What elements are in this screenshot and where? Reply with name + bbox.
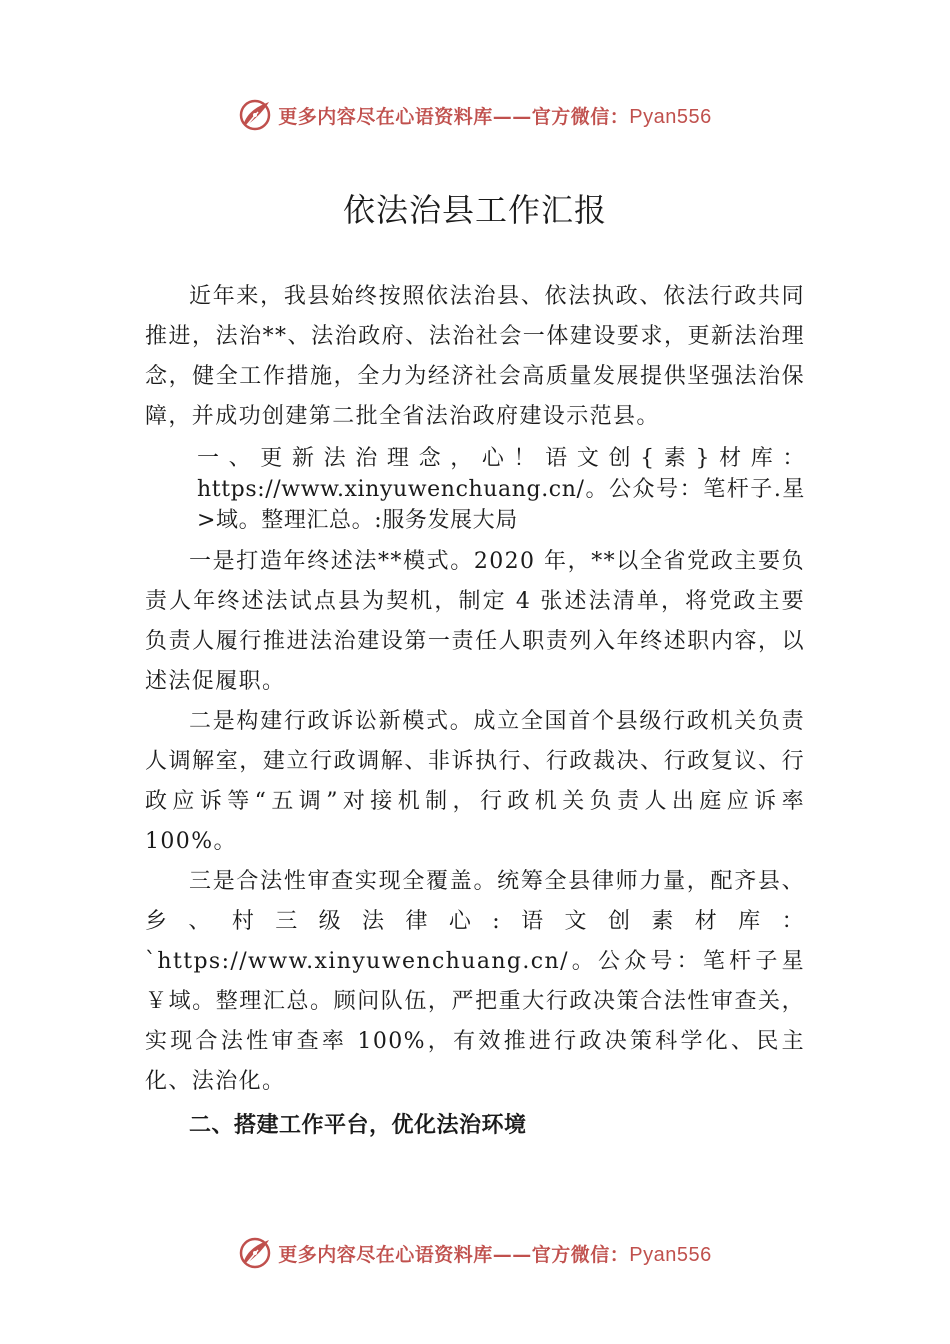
footer-banner <box>0 1233 950 1273</box>
intro-paragraph: 近年来，我县始终按照依法治县、依法执政、依法行政共同推进，法治**、法治政府、法治社会一体建设要求，更新法治理念，健全工作措施，全力为经济社会高质量发展提供坚强法治保障，并成功创建第二批全省法治政府建设示范县。 <box>145 284 805 429</box>
pen-nib-logo-icon <box>238 1236 272 1270</box>
banner-wechat-label: 官方微信： <box>531 1243 630 1266</box>
body-paragraph: 一是打造年终述法**模式。2020 年，**以全省党政主要负责人年终述法试点县为契机，制定 4 张述法清单，将党政主要负责人履行推进法治建设第一责任人职责列入年终述职内容，以述法促履职。 <box>145 549 805 694</box>
banner-text <box>278 1240 712 1267</box>
header-banner <box>0 95 950 135</box>
banner-main-text: 更多内容尽在心语资料库 <box>278 1243 493 1266</box>
body-paragraph: 三是合法性审查实现全覆盖。统筹全县律师力量，配齐县、乡、村三级法律心:语文创素材库：`https://www.xinyuwenchuang.cn/。公众号：笔杆子星￥域。整理汇总。顾问队伍，严把重大行政决策合法性审查关，实现合法性审查率 100%，有效推进行政决策科学化、民主化、法治化。 <box>145 869 805 1094</box>
document-title: 依法治县工作汇报 <box>342 191 607 229</box>
banner-wechat-id: Pyan556 <box>629 1243 712 1266</box>
banner-text <box>278 102 712 129</box>
banner-dash: —— <box>492 1243 532 1266</box>
banner-wechat-label: 官方微信： <box>531 105 630 128</box>
pen-nib-logo-icon <box>238 98 272 132</box>
banner-main-text: 更多内容尽在心语资料库 <box>278 105 493 128</box>
document-body <box>145 277 805 1146</box>
banner-wechat-id: Pyan556 <box>629 105 712 128</box>
body-paragraph: 二是构建行政诉讼新模式。成立全国首个县级行政机关负责人调解室，建立行政调解、非诉执行、行政裁决、行政复议、行政应诉等“五调”对接机制，行政机关负责人出庭应诉率 100%。 <box>145 709 805 854</box>
banner-dash: —— <box>492 105 532 128</box>
section-heading-2: 二、搭建工作平台，优化法治环境 <box>189 1113 527 1138</box>
section-heading-1: 一、更新法治理念，心！语文创{素}材库：https://www.xinyuwenchuang.cn/。公众号：笔杆子.星>域。整理汇总。:服务发展大局 <box>197 446 805 533</box>
